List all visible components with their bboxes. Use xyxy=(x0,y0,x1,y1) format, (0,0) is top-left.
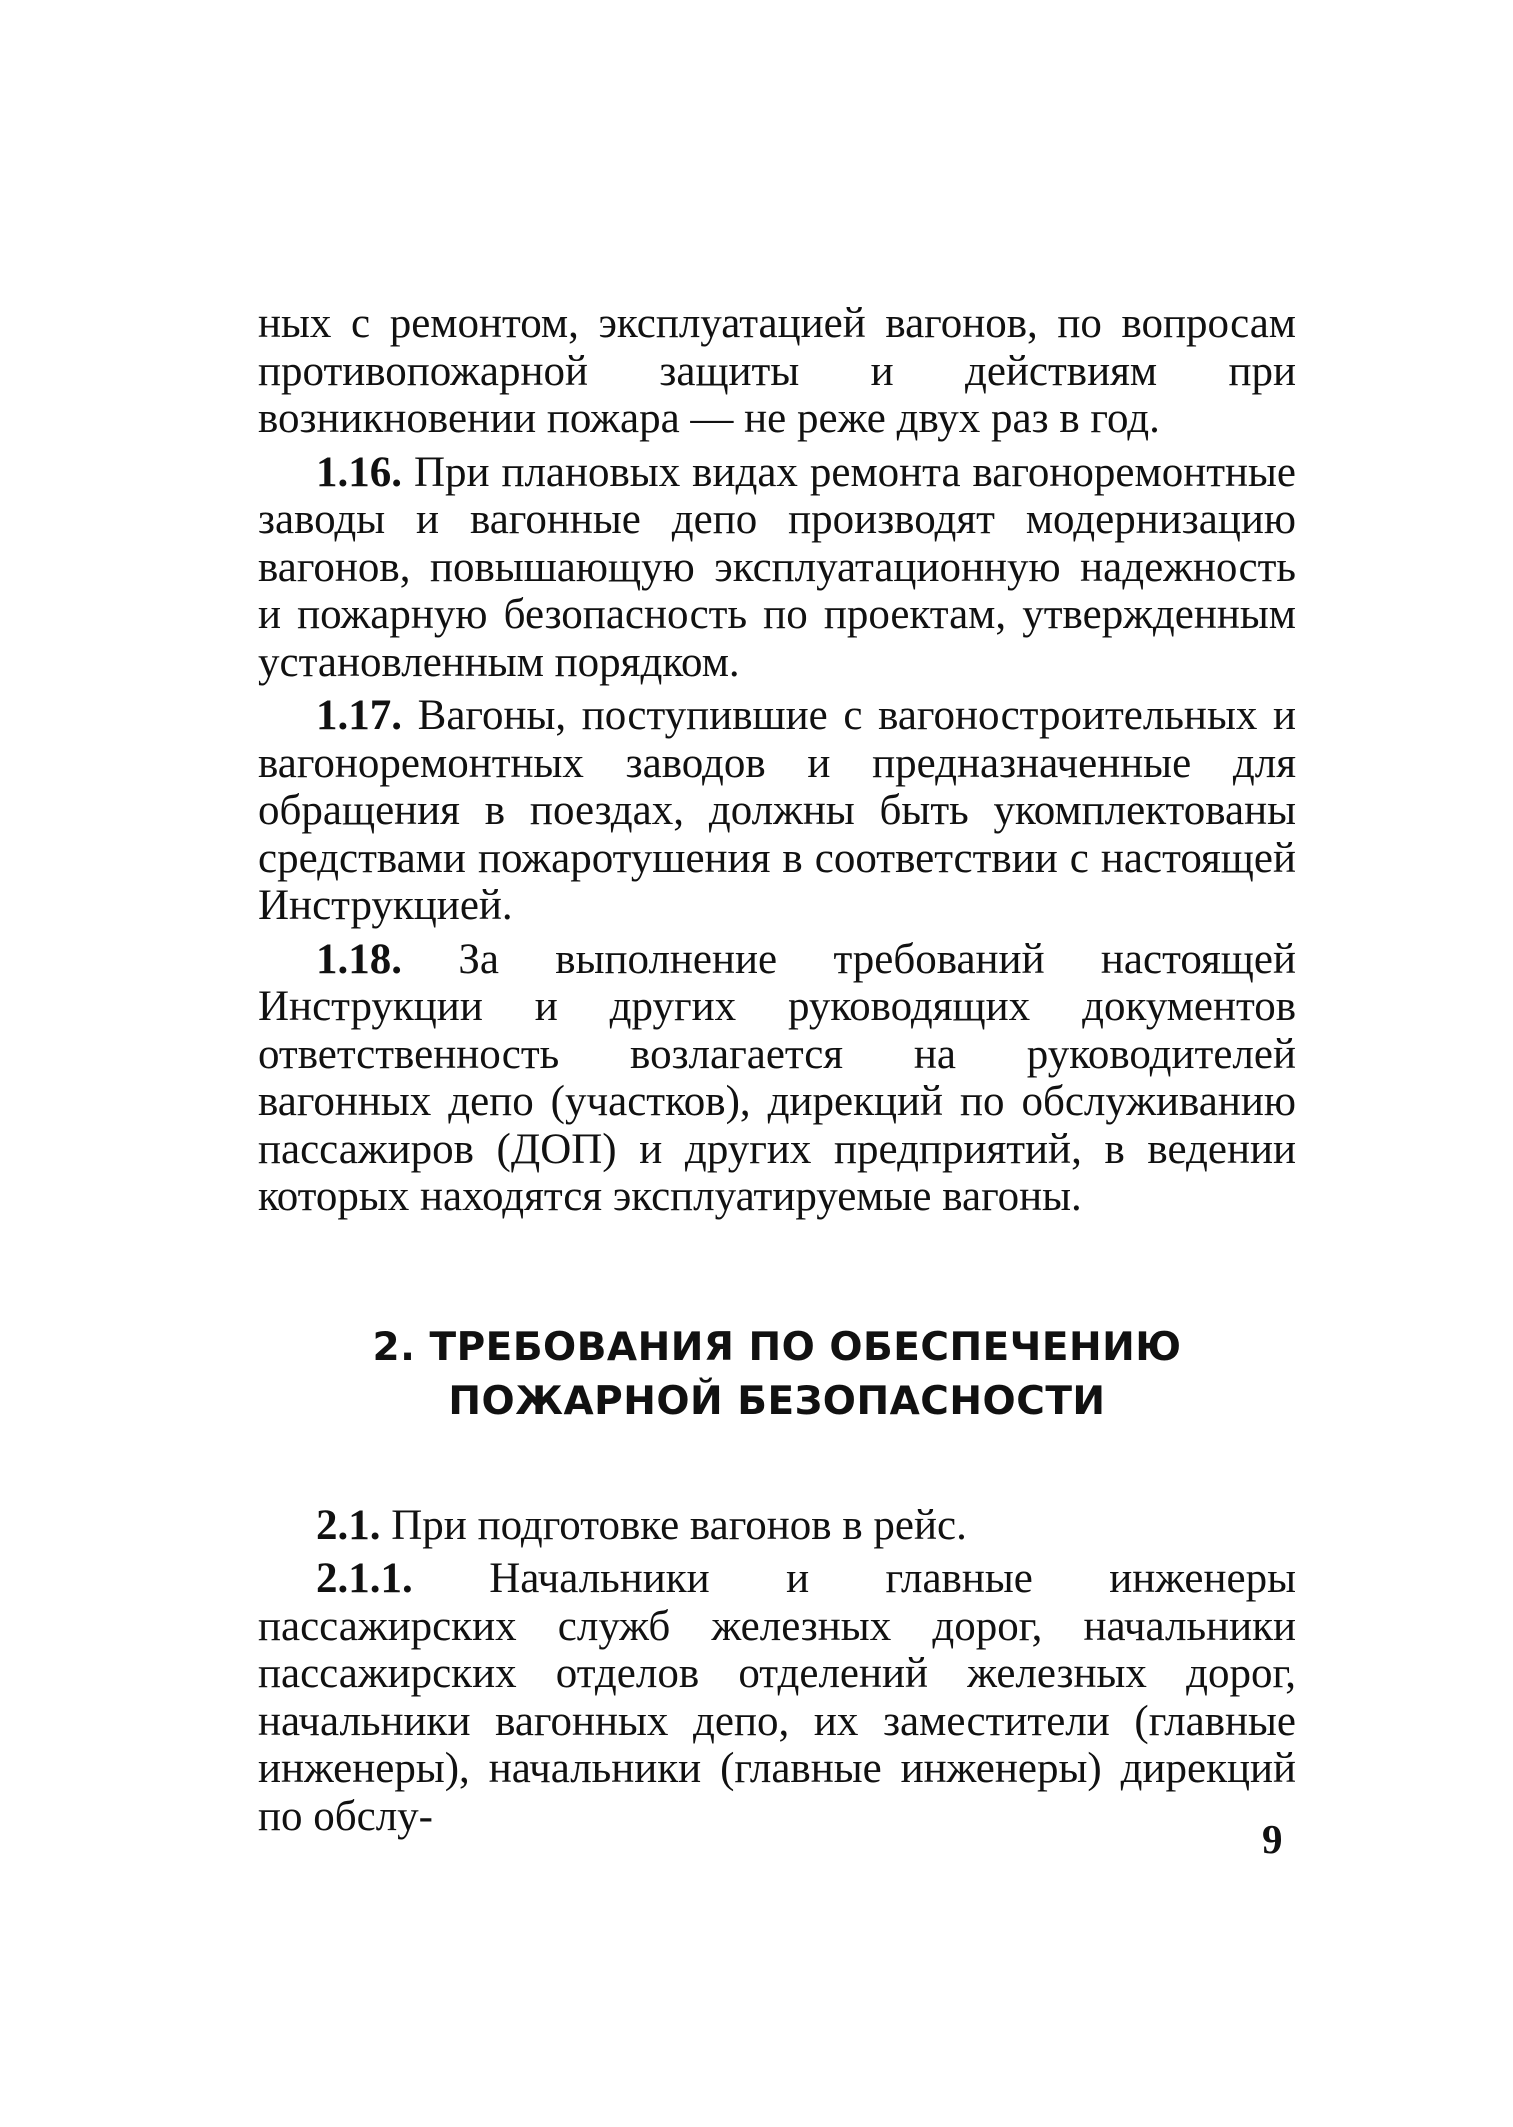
paragraph-1-17 xyxy=(258,692,1296,930)
paragraph-number: 1.17. xyxy=(316,692,402,739)
paragraph-2-1-1 xyxy=(258,1555,1296,1840)
paragraph-number: 2.1.1. xyxy=(316,1555,413,1602)
section-heading-line-2: ПОЖАРНОЙ БЕЗОПАСНОСТИ xyxy=(448,1378,1106,1424)
paragraph-text: За выполнение требований настоящей Инструкции и других руководящих документов ответственность возлагается на руководителей вагонных депо (участков), дирекций по обслуживанию пассажиров (ДОП) и других предприятий, в ведении которых находятся эксплуатируемые вагоны. xyxy=(258,935,1296,1220)
paragraph-text: При подготовке вагонов в рейс. xyxy=(391,1501,967,1549)
paragraph-text: Вагоны, поступившие с вагоностроительных и вагоноремонтных заводов и предназначенные для обращения в поездах, должны быть укомплектованы средствами пожаротушения в соответствии с настоящей Инструкцией. xyxy=(258,692,1296,929)
paragraph-2-1 xyxy=(258,1502,1296,1550)
paragraph-number: 1.18. xyxy=(316,935,402,983)
paragraph-text: Начальники и главные инженеры пассажирских служб железных дорог, начальники пассажирских отделов отделений железных дорог, начальники вагонных депо, их заместители (главные инженеры), начальники (главные инженеры) дирекций по обслу- xyxy=(258,1555,1297,1840)
paragraph-number: 1.16. xyxy=(316,448,402,496)
paragraph-text: При плановых видах ремонта вагоноремонтные заводы и вагонные депо производят модернизацию вагонов, повышающую эксплуатационную надежность и пожарную безопасность по проектам, утвержденным установленным порядком. xyxy=(258,448,1296,686)
paragraph-1-16 xyxy=(258,449,1296,687)
page-number: 9 xyxy=(1262,1816,1283,1862)
section-heading-line-1: 2. ТРЕБОВАНИЯ ПО ОБЕСПЕЧЕНИЮ xyxy=(372,1324,1182,1370)
section-heading xyxy=(258,1321,1296,1429)
paragraph-text: ных с ремонтом, эксплуатацией вагонов, по вопросам противопожарной защиты и действиям при возникновении пожара — не реже двух раз в год. xyxy=(258,300,1296,442)
paragraph-number: 2.1. xyxy=(316,1501,381,1549)
document-page xyxy=(258,300,1296,1846)
paragraph-continuation xyxy=(258,300,1296,443)
paragraph-1-18 xyxy=(258,936,1296,1221)
